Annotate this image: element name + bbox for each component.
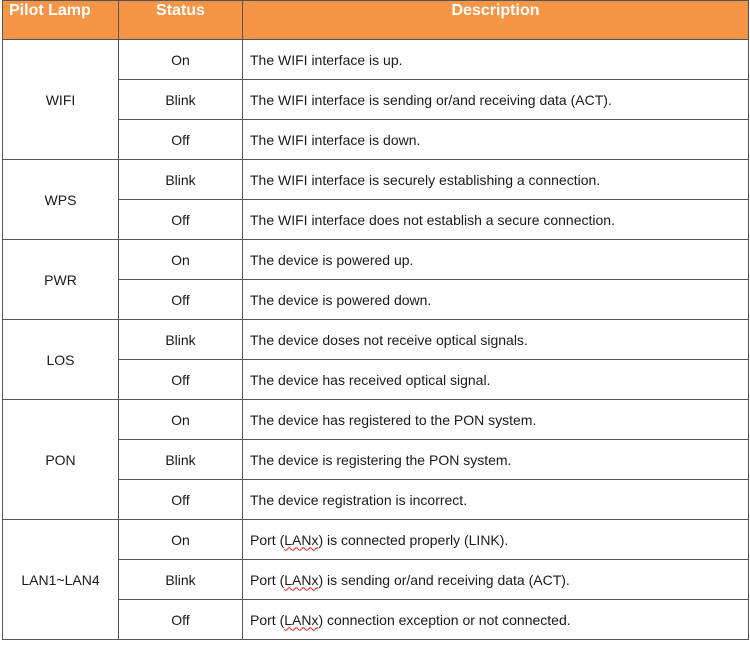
lamp-name-cell: WIFI (3, 40, 119, 160)
status-cell: On (119, 240, 243, 280)
table-row (3, 520, 749, 560)
description-prefix: Port ( (250, 531, 285, 548)
spellcheck-flagged-word: LANx (284, 611, 319, 628)
header-pilot-lamp: Pilot Lamp (3, 1, 119, 40)
description-suffix: ) is sending or/and receiving data (ACT). (318, 571, 570, 588)
description-cell: The device is powered up. (243, 240, 749, 280)
status-cell: Blink (119, 440, 243, 480)
pilot-lamp-table (2, 0, 749, 640)
spellcheck-flagged-word: LANx (284, 531, 319, 548)
table-row (3, 160, 749, 200)
lamp-name-cell: WPS (3, 160, 119, 240)
status-cell: Off (119, 200, 243, 240)
description-cell (243, 560, 749, 600)
lamp-name-cell: PWR (3, 240, 119, 320)
status-cell: Off (119, 280, 243, 320)
description-cell: The device has received optical signal. (243, 360, 749, 400)
status-cell: Off (119, 480, 243, 520)
status-cell: Blink (119, 160, 243, 200)
description-cell: The device registration is incorrect. (243, 480, 749, 520)
spellcheck-flagged-word: LANx (284, 571, 319, 588)
description-cell: The device doses not receive optical signals. (243, 320, 749, 360)
table-header-row (3, 1, 749, 40)
description-cell: The WIFI interface is up. (243, 40, 749, 80)
description-cell: The device is powered down. (243, 280, 749, 320)
description-cell: The WIFI interface is down. (243, 120, 749, 160)
description-cell: The WIFI interface does not establish a secure connection. (243, 200, 749, 240)
header-status: Status (119, 1, 243, 40)
description-cell: The WIFI interface is securely establishing a connection. (243, 160, 749, 200)
table-row (3, 400, 749, 440)
description-cell (243, 600, 749, 640)
table-row (3, 320, 749, 360)
description-cell: The WIFI interface is sending or/and receiving data (ACT). (243, 80, 749, 120)
status-cell: Off (119, 360, 243, 400)
description-prefix: Port ( (250, 611, 285, 628)
description-cell: The device is registering the PON system. (243, 440, 749, 480)
lamp-name-cell: LAN1~LAN4 (3, 520, 119, 640)
lamp-name-cell: LOS (3, 320, 119, 400)
status-cell: Blink (119, 80, 243, 120)
status-cell: On (119, 400, 243, 440)
description-cell: The device has registered to the PON system. (243, 400, 749, 440)
description-cell (243, 520, 749, 560)
description-suffix: ) connection exception or not connected. (318, 611, 571, 628)
header-description: Description (243, 1, 749, 40)
lamp-name-cell: PON (3, 400, 119, 520)
status-cell: Off (119, 120, 243, 160)
status-cell: On (119, 40, 243, 80)
table-row (3, 240, 749, 280)
table-row (3, 40, 749, 80)
status-cell: Blink (119, 320, 243, 360)
description-prefix: Port ( (250, 571, 285, 588)
status-cell: On (119, 520, 243, 560)
description-suffix: ) is connected properly (LINK). (318, 531, 509, 548)
status-cell: Off (119, 600, 243, 640)
status-cell: Blink (119, 560, 243, 600)
